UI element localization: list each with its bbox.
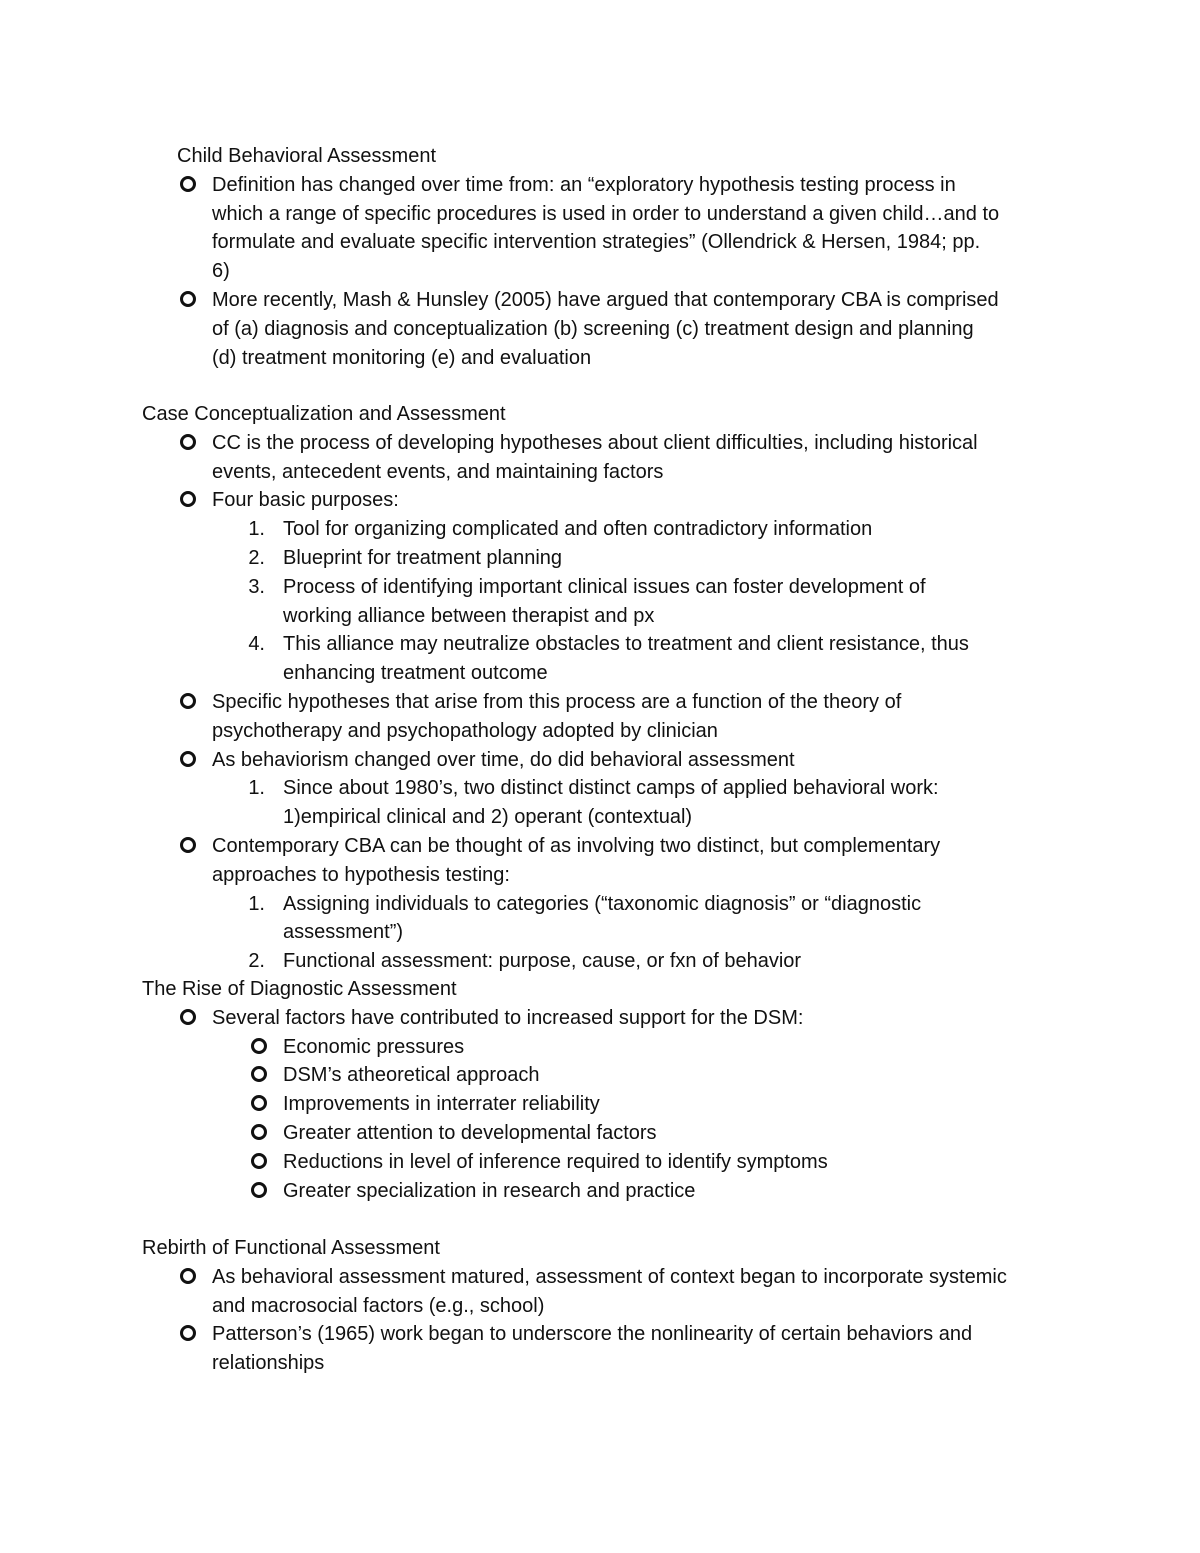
sub-list-item-text: Blueprint for treatment planning — [283, 547, 563, 569]
sub-list-item-text: Reductions in level of inference required to identify symptoms — [283, 1150, 828, 1173]
sub-list-item-text: Assigning individuals to categories (“taxonomic diagnosis” or “diagnostic — [283, 892, 922, 915]
list-item-text: which a range of specific procedures is used in order to understand a given child…and to — [212, 202, 1000, 225]
list-item-text: formulate and evaluate specific intervention strategies” (Ollendrick & Hersen, 1984; pp. — [212, 231, 981, 254]
bullet-circle-icon — [251, 1124, 267, 1140]
bullet-circle-icon — [251, 1066, 267, 1082]
bullet-circle-icon — [180, 837, 196, 853]
section-heading: Child Behavioral Assessment — [177, 145, 437, 167]
list-item-text: 6) — [212, 260, 230, 283]
sub-list-item-text: Tool for organizing complicated and often contradictory information — [283, 518, 873, 541]
bullet-circle-icon — [180, 693, 196, 709]
list-item-text: and macrosocial factors (e.g., school) — [212, 1294, 545, 1317]
sub-list-item-text: Process of identifying important clinical issues can foster development of — [283, 575, 926, 598]
sub-list-item-text: Greater specialization in research and practice — [283, 1179, 696, 1202]
list-number: 1. — [248, 518, 265, 541]
sub-list-item-text: DSM’s atheoretical approach — [283, 1064, 540, 1087]
list-number: 1. — [248, 777, 265, 800]
bullet-circle-icon — [251, 1182, 267, 1198]
list-number: 3. — [248, 575, 265, 598]
bullet-circle-icon — [180, 291, 196, 307]
bullet-circle-icon — [180, 751, 196, 767]
list-item-text: psychotherapy and psychopathology adopted by clinician — [212, 719, 718, 742]
bullet-circle-icon — [180, 1268, 196, 1284]
list-number: 2. — [248, 547, 265, 569]
bullet-circle-icon — [251, 1095, 267, 1111]
section-heading: The Rise of Diagnostic Assessment — [142, 978, 457, 1000]
bullet-circle-icon — [180, 491, 196, 507]
sub-list-item-text: Functional assessment: purpose, cause, or fxn of behavior — [283, 950, 802, 973]
list-item-text: (d) treatment monitoring (e) and evaluation — [212, 346, 592, 369]
list-item-text: Several factors have contributed to increased support for the DSM: — [212, 1006, 804, 1029]
sub-list-item-text: Greater attention to developmental factors — [283, 1122, 657, 1144]
list-item-text: Specific hypotheses that arise from this process are a function of the theory of — [212, 691, 902, 713]
sub-list-item-text: This alliance may neutralize obstacles to treatment and client resistance, thus — [283, 633, 969, 656]
list-number: 1. — [248, 892, 265, 915]
sub-list-item-text: Improvements in interrater reliability — [283, 1093, 600, 1116]
sub-list-item-text: working alliance between therapist and px — [283, 604, 655, 627]
sub-list-item-text: Since about 1980’s, two distinct distinct camps of applied behavioral work: — [283, 777, 939, 800]
list-item-text: approaches to hypothesis testing: — [212, 863, 510, 886]
bullet-circle-icon — [251, 1038, 267, 1054]
section-heading: Case Conceptualization and Assessment — [142, 403, 506, 425]
sub-list-item-text: Economic pressures — [283, 1035, 465, 1058]
list-item-text: More recently, Mash & Hunsley (2005) have argued that contemporary CBA is comprised — [212, 289, 999, 311]
sub-list-item-text: enhancing treatment outcome — [283, 662, 548, 685]
list-item-text: As behavioral assessment matured, assessment of context began to incorporate systemic — [212, 1265, 1007, 1288]
list-item-text: CC is the process of developing hypotheses about client difficulties, including historical — [212, 431, 978, 454]
list-item-text: events, antecedent events, and maintaining factors — [212, 460, 664, 483]
bullet-circle-icon — [180, 434, 196, 450]
bullet-circle-icon — [180, 1009, 196, 1025]
list-item-text: Patterson’s (1965) work began to underscore the nonlinearity of certain behaviors and — [212, 1323, 973, 1346]
bullet-circle-icon — [180, 1325, 196, 1341]
list-number: 2. — [248, 950, 265, 973]
list-number: 4. — [248, 633, 265, 656]
bullet-circle-icon — [251, 1153, 267, 1169]
list-item-text: As behaviorism changed over time, do did behavioral assessment — [212, 748, 795, 771]
sub-list-item-text: assessment”) — [283, 921, 404, 944]
list-item-text: Contemporary CBA can be thought of as involving two distinct, but complementary — [212, 835, 941, 857]
list-item-text: relationships — [212, 1352, 325, 1375]
list-item-text: of (a) diagnosis and conceptualization (b) screening (c) treatment design and planning — [212, 317, 974, 340]
bullet-circle-icon — [180, 176, 196, 192]
section-heading: Rebirth of Functional Assessment — [142, 1237, 440, 1259]
list-item-text: Definition has changed over time from: an “exploratory hypothesis testing process in — [212, 173, 956, 196]
sub-list-item-text: 1)empirical clinical and 2) operant (contextual) — [283, 806, 693, 829]
list-item-text: Four basic purposes: — [212, 489, 399, 512]
